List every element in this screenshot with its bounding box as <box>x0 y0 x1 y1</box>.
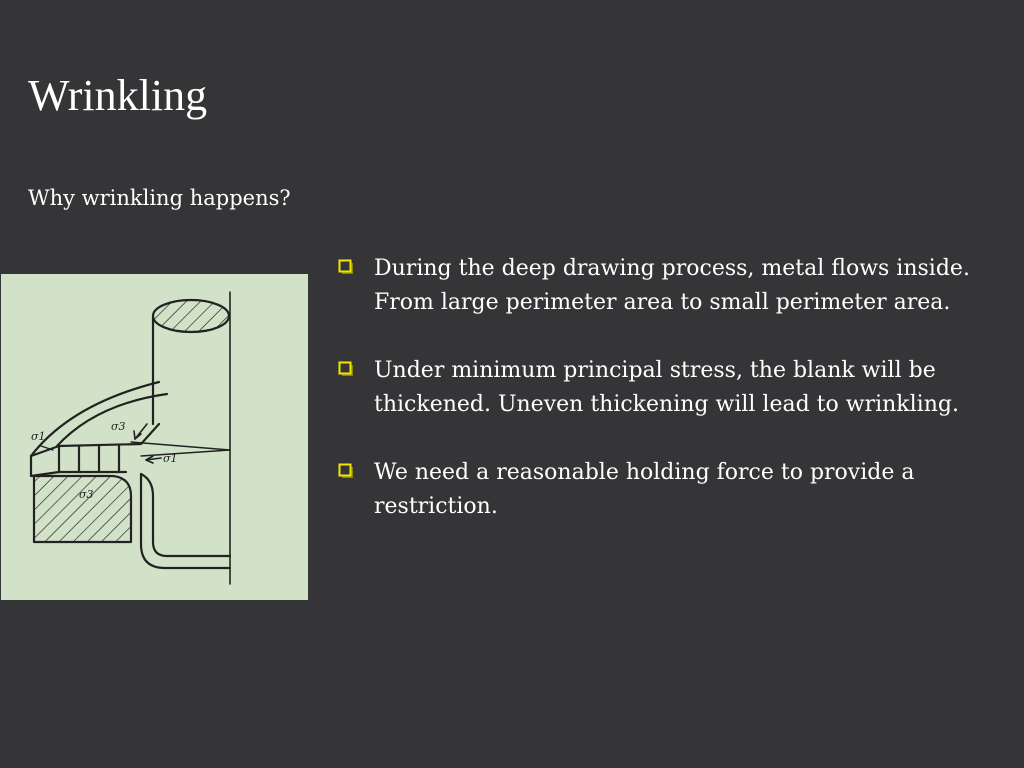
flange-top <box>31 424 159 456</box>
bullet-text: We need a reasonable holding force to provide a restriction. <box>374 460 915 519</box>
wrinkling-diagram <box>1 274 308 600</box>
bullet-item <box>336 252 1016 320</box>
label-sigma1-left: σ1 <box>31 430 46 443</box>
bullet-text: Under minimum principal stress, the blank will be thickened. Uneven thickening will lead to wrinkling. <box>374 358 959 417</box>
bullet-list <box>336 252 1016 558</box>
bullet-text: During the deep drawing process, metal flows inside. From large perimeter area to small perimeter area. <box>374 256 970 315</box>
stress-line-upper <box>131 442 230 450</box>
label-sigma3-bottom: σ3 <box>79 488 94 501</box>
bullet-item <box>336 354 1016 422</box>
hollow-square-bullet-icon <box>338 259 354 275</box>
label-sigma3-top: σ3 <box>111 420 126 433</box>
slide-subtitle: Why wrinkling happens? <box>28 186 291 210</box>
cup-wall-outer <box>141 474 230 568</box>
bullet-item <box>336 456 1016 524</box>
stress-line-lower <box>141 450 230 456</box>
hollow-square-bullet-icon <box>338 361 354 377</box>
slide-title: Wrinkling <box>28 71 208 120</box>
punch-top-section <box>153 300 229 332</box>
hollow-square-bullet-icon <box>338 463 354 479</box>
wrinkling-diagram-drawing <box>1 274 308 600</box>
die-block <box>34 476 131 542</box>
cup-wall-inner <box>141 474 230 556</box>
label-sigma1-right: σ1 <box>163 452 178 465</box>
